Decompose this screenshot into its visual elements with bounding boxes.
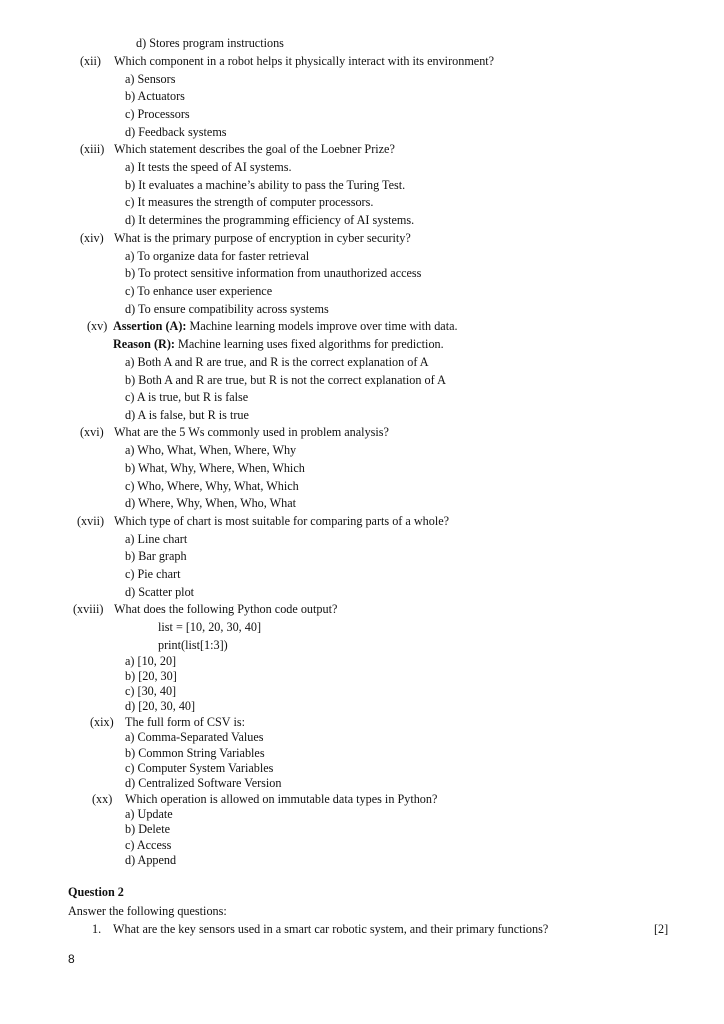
option-xvii-d: d) Scatter plot: [125, 585, 195, 599]
question-2-item-text: What are the key sensors used in a smart car robotic system, and their primary functions?: [113, 922, 549, 936]
option-xii-d: d) Feedback systems: [125, 125, 227, 139]
question-number-xviii: (xviii): [73, 602, 104, 616]
option-xvii-a: a) Line chart: [125, 532, 188, 546]
code-line-2: print(list[1:3]): [158, 638, 228, 652]
option-xvi-c: c) Who, Where, Why, What, Which: [125, 479, 299, 493]
option-xix-a: a) Comma-Separated Values: [125, 730, 264, 744]
option-xiii-a: a) It tests the speed of AI systems.: [125, 160, 292, 174]
question-text-xiv: What is the primary purpose of encryption in cyber security?: [114, 231, 411, 245]
question-text-xii: Which component in a robot helps it physically interact with its environment?: [114, 54, 495, 68]
question-number-xix: (xix): [90, 715, 114, 729]
option-xix-b: b) Common String Variables: [125, 746, 265, 760]
code-line-1: list = [10, 20, 30, 40]: [158, 620, 262, 634]
option-xx-d: d) Append: [125, 853, 177, 867]
option-xix-c: c) Computer System Variables: [125, 761, 274, 775]
option-xviii-c: c) [30, 40]: [125, 684, 177, 698]
option-xv-c: c) A is true, but R is false: [125, 390, 249, 404]
option-xiii-c: c) It measures the strength of computer processors.: [125, 195, 374, 209]
page-number: 8: [68, 952, 75, 966]
option-xiv-b: b) To protect sensitive information from unauthorized access: [125, 266, 422, 280]
question-2-heading: Question 2: [68, 885, 124, 899]
option-xv-a: a) Both A and R are true, and R is the correct explanation of A: [125, 355, 429, 369]
option-xvii-c: c) Pie chart: [125, 567, 181, 581]
option-xii-a: a) Sensors: [125, 72, 176, 86]
question-number-xvii: (xvii): [77, 514, 105, 528]
question-number-xvi: (xvi): [80, 425, 104, 439]
assertion-line: [113, 318, 458, 334]
option-xiv-c: c) To enhance user experience: [125, 284, 273, 298]
question-2-item-marks: [2]: [654, 922, 669, 936]
option-xix-d: d) Centralized Software Version: [125, 776, 282, 790]
option-xx-c: c) Access: [125, 838, 172, 852]
question-number-xiii: (xiii): [80, 142, 105, 156]
question-text-xx: Which operation is allowed on immutable data types in Python?: [125, 792, 438, 806]
question-number-xv: (xv): [87, 319, 108, 333]
option-xvi-d: d) Where, Why, When, Who, What: [125, 496, 297, 510]
option-xiv-d: d) To ensure compatibility across systems: [125, 302, 329, 316]
option-xiii-d: d) It determines the programming efficiency of AI systems.: [125, 213, 415, 227]
option-xii-b: b) Actuators: [125, 89, 185, 103]
option-xii-c: c) Processors: [125, 107, 190, 121]
option-xi-d: d) Stores program instructions: [136, 36, 284, 50]
option-xiii-b: b) It evaluates a machine’s ability to pass the Turing Test.: [125, 178, 406, 192]
option-xviii-b: b) [20, 30]: [125, 669, 177, 683]
assertion-label: Assertion (A):: [113, 319, 187, 333]
reason-text: Machine learning uses fixed algorithms for prediction.: [178, 337, 444, 351]
option-xx-b: b) Delete: [125, 822, 171, 836]
option-xviii-d: d) [20, 30, 40]: [125, 699, 196, 713]
question-text-xiii: Which statement describes the goal of the Loebner Prize?: [114, 142, 395, 156]
reason-line: [113, 336, 444, 352]
question-number-xiv: (xiv): [80, 231, 104, 245]
reason-label: Reason (R):: [113, 337, 175, 351]
option-xvi-a: a) Who, What, When, Where, Why: [125, 443, 297, 457]
option-xx-a: a) Update: [125, 807, 173, 821]
question-number-xii: (xii): [80, 54, 101, 68]
question-text-xviii: What does the following Python code output?: [114, 602, 338, 616]
option-xv-d: d) A is false, but R is true: [125, 408, 249, 422]
question-text-xix: The full form of CSV is:: [125, 715, 245, 729]
option-xviii-a: a) [10, 20]: [125, 654, 177, 668]
option-xvi-b: b) What, Why, Where, When, Which: [125, 461, 305, 475]
question-2-instruction: Answer the following questions:: [68, 904, 227, 918]
option-xvii-b: b) Bar graph: [125, 549, 187, 563]
option-xv-b: b) Both A and R are true, but R is not the correct explanation of A: [125, 373, 446, 387]
question-number-xx: (xx): [92, 792, 113, 806]
assertion-text: Machine learning models improve over time with data.: [189, 319, 458, 333]
question-2-item-number: 1.: [92, 922, 102, 936]
question-text-xvi: What are the 5 Ws commonly used in problem analysis?: [114, 425, 389, 439]
question-text-xvii: Which type of chart is most suitable for comparing parts of a whole?: [114, 514, 450, 528]
option-xiv-a: a) To organize data for faster retrieval: [125, 249, 310, 263]
